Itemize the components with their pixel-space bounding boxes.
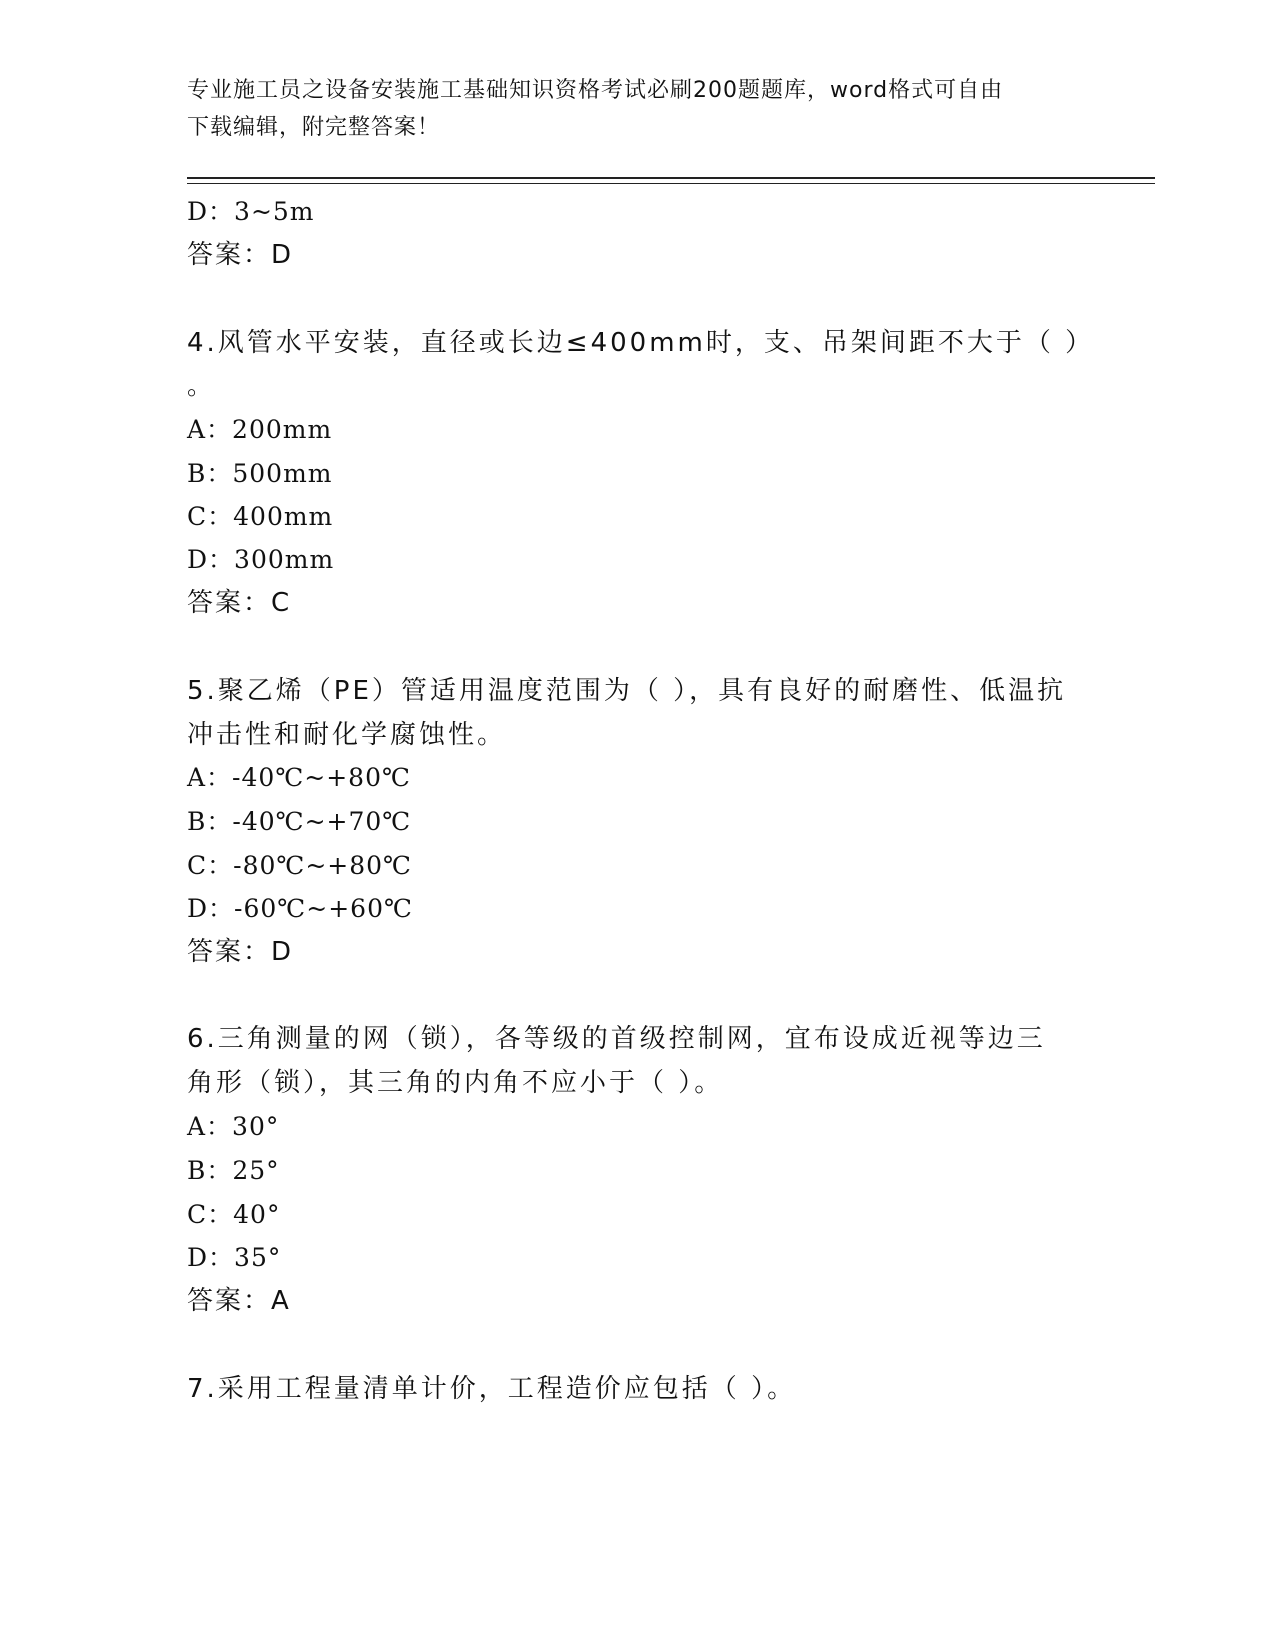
q5-stem-line-1: 5.聚乙烯（PE）管适用温度范围为（ ），具有良好的耐磨性、低温抗 [187, 676, 1067, 706]
q4-option-c: C：400mm [187, 502, 334, 531]
q4-option-d: D：300mm [187, 545, 335, 574]
q4-option-a: A：200mm [187, 415, 333, 444]
q6-stem-line-1: 6.三角测量的网（锁），各等级的首级控制网，宜布设成近视等边三 [187, 1024, 1046, 1054]
q4-option-b: B：500mm [187, 459, 333, 488]
q4-answer: 答案：C [187, 588, 292, 618]
q5-option-c: C：-80℃~+80℃ [187, 851, 413, 880]
header-divider-thin [187, 183, 1155, 184]
header-line-2: 下载编辑，附完整答案！ [187, 115, 441, 140]
q6-option-c: C：40° [187, 1200, 281, 1229]
q4-stem-line-2: 。 [187, 371, 214, 400]
q6-option-d: D：35° [187, 1243, 282, 1272]
q3-answer: 答案：D [187, 240, 294, 270]
q3-option-d: D：3~5m [187, 197, 315, 226]
q7-stem-line-1: 7.采用工程量清单计价，工程造价应包括（ ）。 [187, 1374, 797, 1404]
q6-option-b: B：25° [187, 1156, 280, 1185]
q6-option-a: A：30° [187, 1112, 280, 1141]
q4-stem-line-1: 4.风管水平安装，直径或长边≤400mm时，支、吊架间距不大于（ ） [187, 328, 1095, 358]
q5-option-d: D：-60℃~+60℃ [187, 894, 413, 923]
q5-option-a: A：-40℃~+80℃ [187, 763, 411, 792]
q5-answer: 答案：D [187, 937, 294, 967]
header-divider-thick [187, 177, 1155, 179]
q6-stem-line-2: 角形（锁），其三角的内角不应小于（ ）。 [187, 1068, 724, 1098]
header-line-1: 专业施工员之设备安装施工基础知识资格考试必刷200题题库，word格式可自由 [187, 78, 1004, 103]
q5-stem-line-2: 冲击性和耐化学腐蚀性。 [187, 720, 507, 750]
document-header [187, 72, 1087, 146]
q5-option-b: B：-40℃~+70℃ [187, 807, 412, 836]
q6-answer: 答案：A [187, 1286, 291, 1316]
